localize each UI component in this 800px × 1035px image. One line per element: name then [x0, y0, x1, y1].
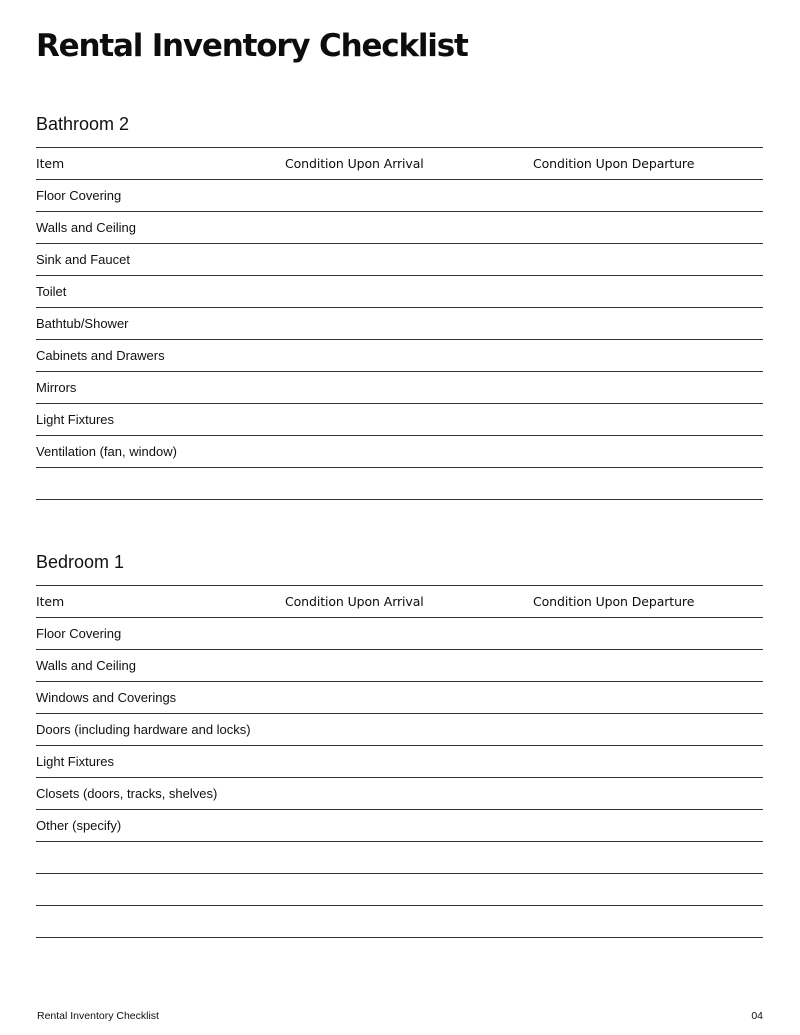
item-label: Windows and Coverings [36, 690, 177, 705]
item-label: Other (specify) [36, 818, 122, 833]
table-row [36, 682, 763, 714]
table-row-blank [36, 468, 763, 500]
item-label: Mirrors [36, 380, 77, 395]
checklist-table [36, 147, 763, 500]
table-row [36, 244, 763, 276]
column-header-item: Item [36, 156, 65, 171]
table-row [36, 180, 763, 212]
table-row [36, 212, 763, 244]
item-label: Cabinets and Drawers [36, 348, 165, 363]
item-label: Closets (doors, tracks, shelves) [36, 786, 218, 801]
table-row [36, 746, 763, 778]
table-row [36, 436, 763, 468]
column-header-arrival: Condition Upon Arrival [285, 594, 424, 609]
table-row-blank [36, 874, 763, 906]
column-header-departure: Condition Upon Departure [533, 156, 695, 171]
item-label: Doors (including hardware and locks) [36, 722, 251, 737]
item-label: Ventilation (fan, window) [36, 444, 177, 459]
table-row [36, 308, 763, 340]
table-header [36, 148, 763, 180]
item-label: Walls and Ceiling [36, 220, 136, 235]
item-label: Light Fixtures [36, 754, 115, 769]
table-row [36, 340, 763, 372]
item-label: Floor Covering [36, 626, 122, 641]
column-header-item: Item [36, 594, 65, 609]
checklist-table [36, 585, 763, 938]
table-row [36, 618, 763, 650]
item-label: Light Fixtures [36, 412, 115, 427]
page-title: Rental Inventory Checklist [36, 28, 468, 64]
column-header-departure: Condition Upon Departure [533, 594, 695, 609]
section-title: Bathroom 2 [36, 114, 130, 134]
footer-document-label: Rental Inventory Checklist [37, 1010, 159, 1022]
table-row [36, 276, 763, 308]
table-row-blank [36, 842, 763, 874]
item-label: Toilet [36, 284, 67, 299]
section-bedroom-1 [36, 553, 763, 938]
table-row [36, 650, 763, 682]
column-header-arrival: Condition Upon Arrival [285, 156, 424, 171]
footer-page-number: 04 [751, 1010, 763, 1022]
item-label: Bathtub/Shower [36, 316, 129, 331]
table-row [36, 810, 763, 842]
item-label: Sink and Faucet [36, 252, 130, 267]
table-row [36, 404, 763, 436]
section-bathroom-2 [36, 115, 763, 500]
table-row-blank [36, 906, 763, 938]
table-row [36, 372, 763, 404]
item-label: Walls and Ceiling [36, 658, 136, 673]
table-row [36, 714, 763, 746]
table-header [36, 586, 763, 618]
table-row [36, 778, 763, 810]
section-title: Bedroom 1 [36, 552, 125, 572]
item-label: Floor Covering [36, 188, 122, 203]
